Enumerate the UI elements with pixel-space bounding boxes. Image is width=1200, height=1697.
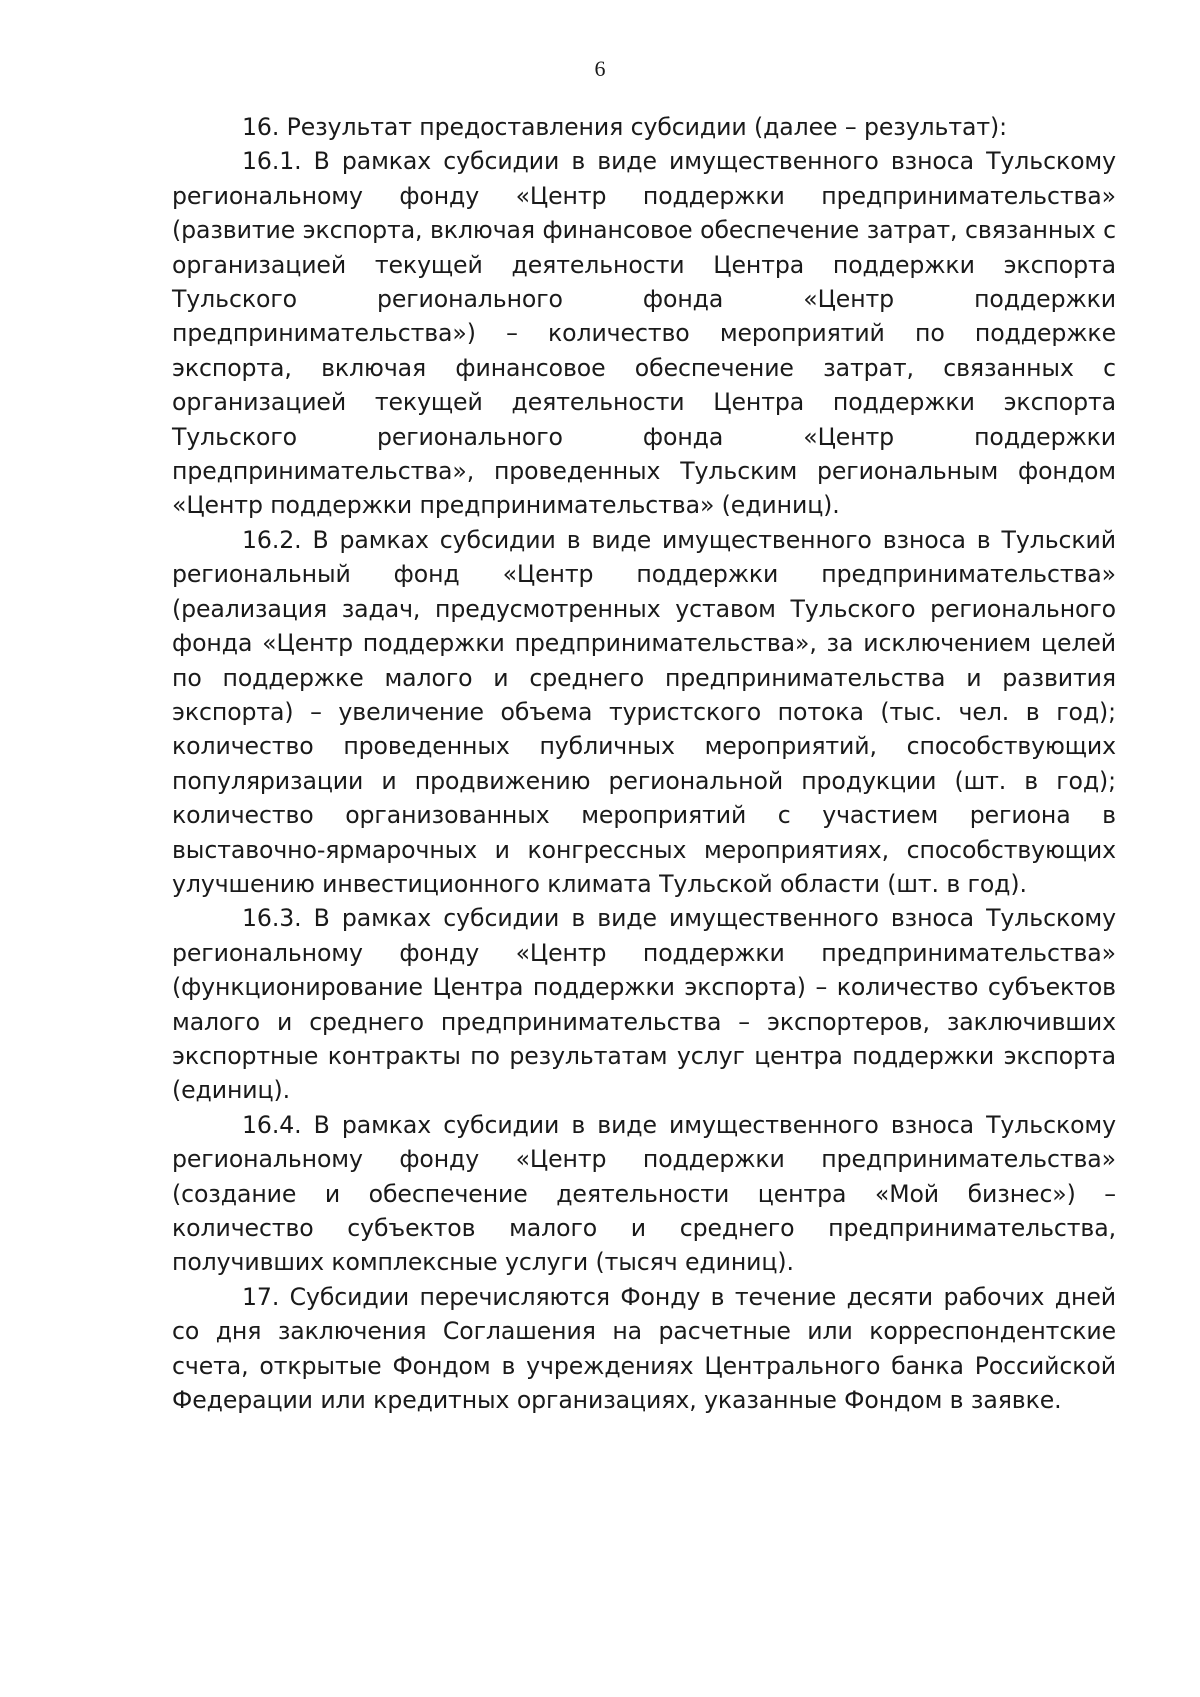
page-number: 6 — [594, 56, 606, 81]
paragraph-17: 17. Субсидии перечисляются Фонду в течение десяти рабочих дней со дня заключения Соглашения на расчетные или корреспондентские счета, открытые Фондом в учреждениях Центрального банка Российской Федерации или кредитных организациях, указанные Фондом в заявке. — [172, 1282, 1116, 1415]
paragraph-16-4: 16.4. В рамках субсидии в виде имущественного взноса Тульскому региональному фонду «Центр поддержки предпринимательства» (создание и обеспечение деятельности центра «Мой бизнес») – количество субъектов малого и среднего предпринимательства, получивших комплексные услуги (тысяч единиц). — [172, 1110, 1116, 1277]
paragraph-16-2: 16.2. В рамках субсидии в виде имущественного взноса в Тульский региональный фонд «Центр поддержки предпринимательства» (реализация задач, предусмотренных уставом Тульского регионального фонда «Центр поддержки предпринимательства», за исключением целей по поддержке малого и среднего предпринимательства и развития экспорта) – увеличение объема туристского потока (тыс. чел. в год); количество проведенных публичных мероприятий, способствующих популяризации и продвижению региональной продукции (шт. в год); количество организованных мероприятий с участием региона в выставочно-ярмарочных и конгрессных мероприятиях, способствующих улучшению инвестиционного климата Тульской области (шт. в год). — [172, 525, 1116, 898]
paragraph-16-3: 16.3. В рамках субсидии в виде имущественного взноса Тульскому региональному фонду «Центр поддержки предпринимательства» (функционирование Центра поддержки экспорта) – количество субъектов малого и среднего предпринимательства – экспортеров, заключивших экспортные контракты по результатам услуг центра поддержки экспорта (единиц). — [172, 904, 1116, 1105]
paragraph-16: 16. Результат предоставления субсидии (далее – результат): — [242, 113, 1007, 141]
paragraph-16-1: 16.1. В рамках субсидии в виде имущественного взноса Тульскому региональному фонду «Центр поддержки предпринимательства» (развитие экспорта, включая финансовое обеспечение затрат, связанных с организацией текущей деятельности Центра поддержки экспорта Тульского регионального фонда «Центр поддержки предпринимательства») – количество мероприятий по поддержке экспорта, включая финансовое обеспечение затрат, связанных с организацией текущей деятельности Центра поддержки экспорта Тульского регионального фонда «Центр поддержки предпринимательства», проведенных Тульским региональным фондом «Центр поддержки предпринимательства» (единиц). — [172, 147, 1116, 520]
document-body — [172, 110, 1116, 1417]
